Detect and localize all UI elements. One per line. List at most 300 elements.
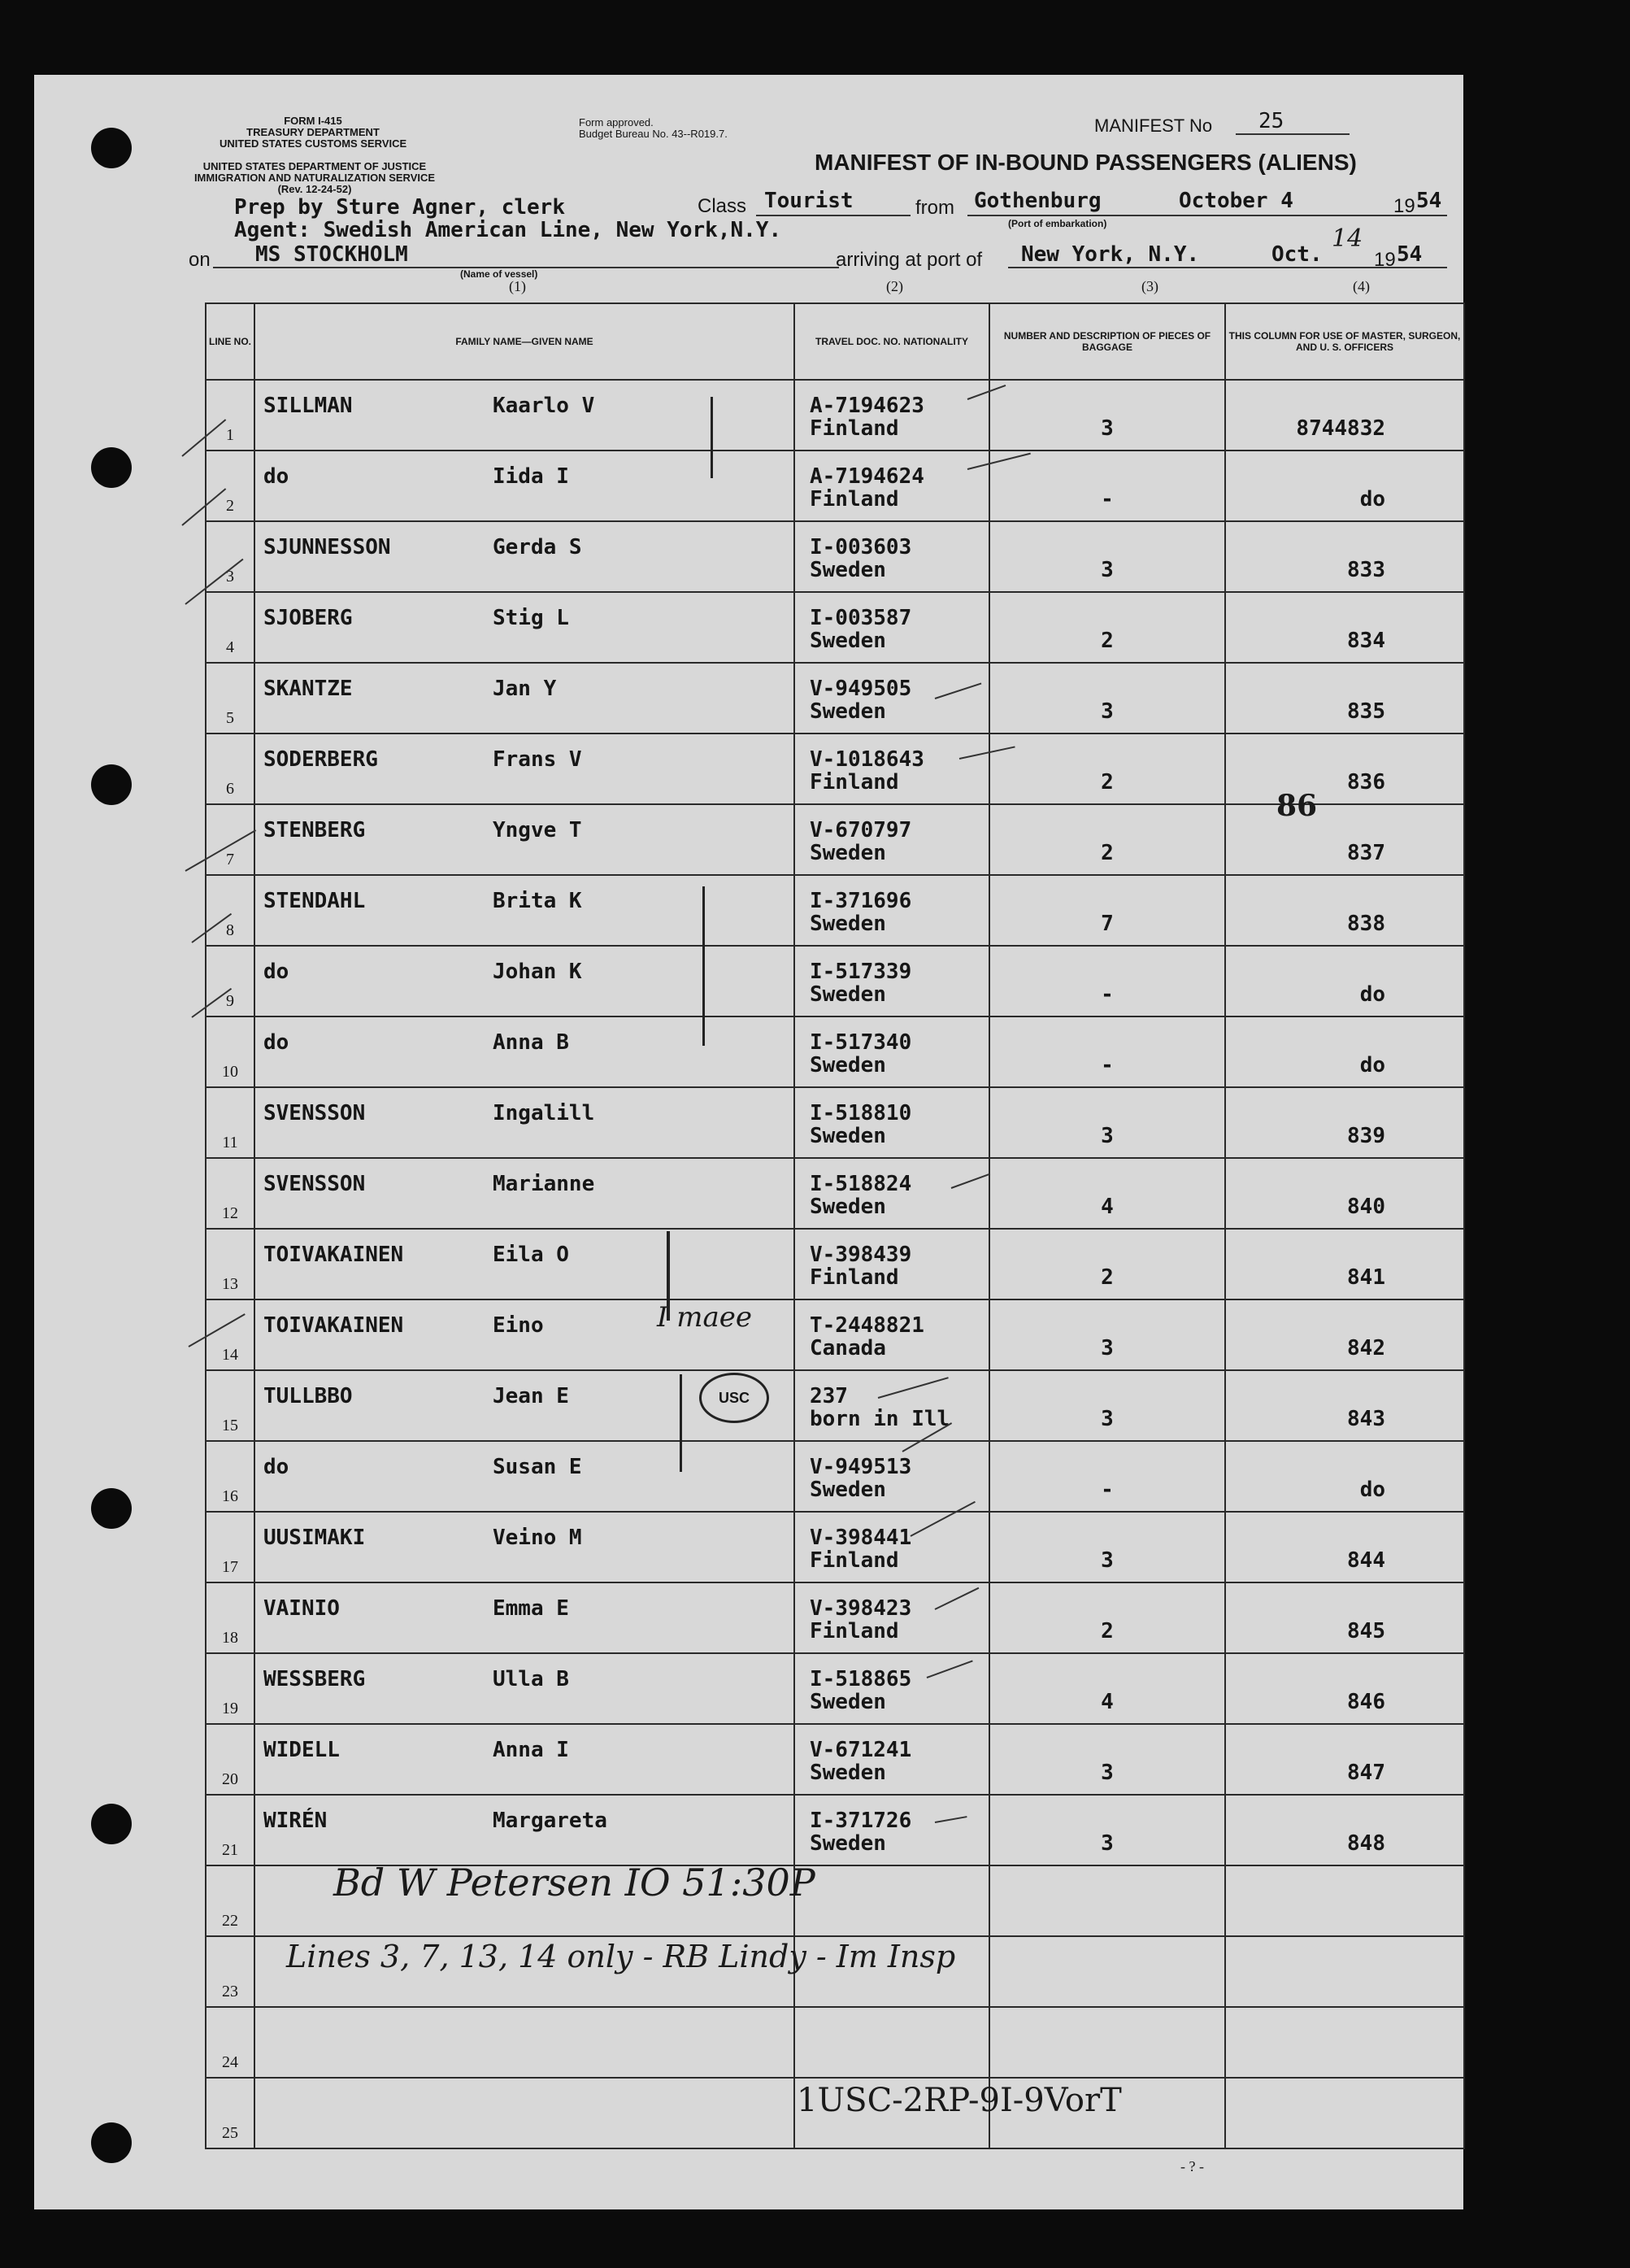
travel-doc-number: I-371726 (810, 1809, 912, 1833)
manifest-number-label: MANIFEST No (1094, 115, 1213, 136)
line-number: 5 (226, 709, 234, 727)
travel-doc-cell (794, 521, 989, 592)
travel-doc-cell (794, 1087, 989, 1158)
line-number-cell (206, 2078, 254, 2148)
footer-mark: - ? - (1180, 2158, 1204, 2174)
baggage-cell (989, 451, 1225, 521)
given-name: Jean E (493, 1384, 569, 1408)
given-name: Marianne (493, 1172, 595, 1196)
table-row (206, 1724, 1464, 1795)
given-name: Eino (493, 1313, 544, 1338)
given-name: Ulla B (493, 1667, 569, 1691)
travel-doc-number: I-517339 (810, 960, 912, 984)
travel-doc-number: 237 (810, 1384, 848, 1408)
nationality: Sweden (810, 1831, 886, 1856)
family-name: SKANTZE (263, 677, 353, 701)
travel-doc-number: V-1018643 (810, 747, 924, 772)
travel-doc-cell (794, 875, 989, 946)
family-name: TOIVAKAINEN (263, 1243, 404, 1267)
given-name: Frans V (493, 747, 582, 772)
punch-hole (91, 764, 132, 805)
inspection-note: Lines 3, 7, 13, 14 only - RB Lindy - Im Insp (286, 1939, 956, 1974)
name-cell (254, 1795, 794, 1865)
year-prefix: 19 (1393, 195, 1415, 217)
line-number: 13 (222, 1275, 238, 1293)
given-name: Susan E (493, 1455, 582, 1479)
table-row (206, 592, 1464, 663)
arrival-day: 14 (1332, 224, 1363, 253)
given-name: Eila O (493, 1243, 569, 1267)
count-mark: 86 (1276, 789, 1318, 823)
officer-note: 833 (1347, 558, 1385, 582)
travel-doc-number: V-949513 (810, 1455, 912, 1479)
baggage-count: 2 (1101, 1619, 1114, 1643)
officers-cell (1225, 1512, 1464, 1582)
table-row (206, 804, 1464, 875)
punch-hole (91, 1488, 132, 1529)
baggage-cell (989, 1795, 1225, 1865)
year-value: 54 (1416, 189, 1442, 213)
nationality: born in Ill (810, 1407, 950, 1431)
table-row (206, 1512, 1464, 1582)
table-row (206, 734, 1464, 804)
travel-doc-cell (794, 1370, 989, 1441)
officers-cell (1225, 663, 1464, 734)
vessel-name: MS STOCKHOLM (255, 242, 408, 267)
line-number: 18 (222, 1629, 238, 1647)
family-name: do (263, 960, 289, 984)
officers-cell (1225, 2078, 1464, 2148)
name-cell (254, 521, 794, 592)
travel-doc-number: I-517340 (810, 1030, 912, 1055)
travel-doc-cell (794, 1441, 989, 1512)
line-number-cell (206, 804, 254, 875)
name-cell (254, 1158, 794, 1229)
class-rule (756, 215, 911, 216)
line-number-cell (206, 1795, 254, 1865)
form-number: FORM I-415 (284, 115, 342, 127)
family-name: do (263, 1455, 289, 1479)
customs-label: UNITED STATES CUSTOMS SERVICE (220, 137, 407, 150)
table-row (206, 1299, 1464, 1370)
line-number-cell (206, 451, 254, 521)
travel-doc-cell (794, 1229, 989, 1299)
travel-doc-cell (794, 1795, 989, 1865)
nationality: Sweden (810, 1761, 886, 1785)
given-name: Margareta (493, 1809, 607, 1833)
travel-doc-cell (794, 1299, 989, 1370)
table-row (206, 380, 1464, 451)
nationality: Sweden (810, 1053, 886, 1077)
baggage-cell (989, 1299, 1225, 1370)
travel-doc-number: I-518824 (810, 1172, 912, 1196)
table-row (206, 1653, 1464, 1724)
col-marker-4: (4) (1353, 278, 1370, 294)
family-name: STENDAHL (263, 889, 366, 913)
nationality: Sweden (810, 1690, 886, 1714)
nationality: Sweden (810, 1478, 886, 1502)
table-row (206, 521, 1464, 592)
line-number: 22 (222, 1912, 238, 1930)
given-name: Yngve T (493, 818, 582, 842)
baggage-count: 2 (1101, 770, 1114, 794)
line-number: 4 (226, 638, 234, 656)
family-name: SVENSSON (263, 1101, 366, 1125)
family-name: TULLBBO (263, 1384, 353, 1408)
nationality: Finland (810, 487, 899, 511)
officer-note: do (1359, 982, 1385, 1007)
name-cell (254, 1016, 794, 1087)
line-number-cell (206, 1724, 254, 1795)
tally-note: 1USC-2RP-9I-9VorT (797, 2082, 1122, 2119)
table-row (206, 1370, 1464, 1441)
officers-cell (1225, 2007, 1464, 2078)
baggage-cell (989, 592, 1225, 663)
baggage-cell (989, 1936, 1225, 2007)
officers-cell (1225, 521, 1464, 592)
officer-note: 845 (1347, 1619, 1385, 1643)
nationality: Finland (810, 1619, 899, 1643)
officer-note: 844 (1347, 1548, 1385, 1573)
baggage-count: - (1101, 1053, 1114, 1077)
usc-stamp (699, 1373, 769, 1423)
family-name: SODERBERG (263, 747, 378, 772)
officer-note: 836 (1347, 770, 1385, 794)
family-name: do (263, 464, 289, 489)
table-header-row (206, 303, 1464, 380)
baggage-cell (989, 380, 1225, 451)
travel-doc-number: I-003587 (810, 606, 912, 630)
travel-doc-cell (794, 663, 989, 734)
departure-date: October 4 (1179, 189, 1293, 213)
baggage-count: 7 (1101, 912, 1114, 936)
baggage-cell (989, 1016, 1225, 1087)
travel-doc-cell (794, 1512, 989, 1582)
punch-hole (91, 447, 132, 488)
baggage-count: - (1101, 982, 1114, 1007)
table-row (206, 1229, 1464, 1299)
family-name: WIRÉN (263, 1809, 328, 1833)
line-number: 20 (222, 1770, 238, 1788)
family-name: SVENSSON (263, 1172, 366, 1196)
given-name: Kaarlo V (493, 394, 595, 418)
given-name: Ingalill (493, 1101, 595, 1125)
travel-doc-cell (794, 592, 989, 663)
header-baggage: NUMBER AND DESCRIPTION OF PIECES OF BAGGAGE (989, 303, 1225, 380)
baggage-cell (989, 734, 1225, 804)
agent-line: Agent: Swedish American Line, New York,N.Y. (234, 218, 782, 242)
officers-cell (1225, 1299, 1464, 1370)
given-name: Jan Y (493, 677, 557, 701)
officers-cell (1225, 1229, 1464, 1299)
travel-doc-number: V-671241 (810, 1738, 912, 1762)
header-line-no: LINE NO. (206, 303, 254, 380)
line-number: 6 (226, 780, 234, 798)
baggage-cell (989, 1653, 1225, 1724)
baggage-count: 3 (1101, 1761, 1114, 1785)
vessel-caption: (Name of vessel) (460, 268, 538, 280)
name-cell (254, 1229, 794, 1299)
line-number-cell (206, 592, 254, 663)
name-cell (254, 592, 794, 663)
baggage-cell (989, 875, 1225, 946)
given-name: Emma E (493, 1596, 569, 1621)
family-name: UUSIMAKI (263, 1526, 366, 1550)
agency-block (220, 115, 406, 150)
travel-doc-cell (794, 804, 989, 875)
line-number: 23 (222, 1983, 238, 2000)
line-number-cell (206, 1158, 254, 1229)
table-row (206, 663, 1464, 734)
travel-doc-number: V-398441 (810, 1526, 912, 1550)
travel-doc-cell (794, 1865, 989, 1936)
travel-doc-cell (794, 1016, 989, 1087)
line-number-cell (206, 1936, 254, 2007)
family-name: WIDELL (263, 1738, 340, 1762)
family-name: do (263, 1030, 289, 1055)
family-name: TOIVAKAINEN (263, 1313, 404, 1338)
officer-note: do (1359, 487, 1385, 511)
table-row (206, 1582, 1464, 1653)
officer-note: 839 (1347, 1124, 1385, 1148)
family-name: STENBERG (263, 818, 366, 842)
baggage-cell (989, 1512, 1225, 1582)
nationality: Sweden (810, 841, 886, 865)
nationality: Sweden (810, 982, 886, 1007)
officers-cell (1225, 380, 1464, 451)
given-name: Gerda S (493, 535, 582, 559)
line-number-cell (206, 663, 254, 734)
given-name: Anna I (493, 1738, 569, 1762)
manifest-number: 25 (1258, 109, 1284, 133)
nationality: Sweden (810, 912, 886, 936)
line-number-cell (206, 380, 254, 451)
table-row (206, 1087, 1464, 1158)
baggage-cell (989, 946, 1225, 1016)
header-name: FAMILY NAME—GIVEN NAME (254, 303, 794, 380)
name-cell (254, 663, 794, 734)
officer-note: 835 (1347, 699, 1385, 724)
line-number-cell (206, 1299, 254, 1370)
travel-doc-number: V-949505 (810, 677, 912, 701)
given-name: Iida I (493, 464, 569, 489)
officer-note: 847 (1347, 1761, 1385, 1785)
ins-label: IMMIGRATION AND NATURALIZATION SERVICE (193, 172, 436, 184)
table-row (206, 946, 1464, 1016)
line-number-cell (206, 1441, 254, 1512)
nationality: Canada (810, 1336, 886, 1360)
baggage-cell (989, 1229, 1225, 1299)
nationality: Sweden (810, 1195, 886, 1219)
travel-doc-cell (794, 380, 989, 451)
line-number-cell (206, 1229, 254, 1299)
officers-cell (1225, 1158, 1464, 1229)
travel-doc-number: I-518865 (810, 1667, 912, 1691)
officers-cell (1225, 804, 1464, 875)
travel-doc-number: V-398439 (810, 1243, 912, 1267)
name-cell (254, 1653, 794, 1724)
name-cell (254, 1441, 794, 1512)
officers-cell (1225, 1087, 1464, 1158)
officer-note: 8744832 (1296, 416, 1385, 441)
baggage-cell (989, 521, 1225, 592)
travel-doc-cell (794, 734, 989, 804)
punch-hole (91, 1804, 132, 1844)
on-label: on (189, 249, 211, 271)
line-number-cell (206, 1087, 254, 1158)
baggage-cell (989, 1724, 1225, 1795)
baggage-count: 3 (1101, 416, 1114, 441)
given-name: Johan K (493, 960, 582, 984)
line-number: 3 (226, 568, 234, 586)
line-number: 12 (222, 1204, 238, 1222)
baggage-cell (989, 663, 1225, 734)
travel-doc-cell (794, 1582, 989, 1653)
travel-doc-number: V-398423 (810, 1596, 912, 1621)
class-value: Tourist (764, 189, 854, 213)
name-cell (254, 1582, 794, 1653)
baggage-count: 2 (1101, 841, 1114, 865)
baggage-count: 3 (1101, 1124, 1114, 1148)
officer-note: 837 (1347, 841, 1385, 865)
from-rule (967, 215, 1447, 216)
treasury-label: TREASURY DEPARTMENT (246, 126, 380, 138)
baggage-count: 3 (1101, 1336, 1114, 1360)
signature-line: Bd W Petersen IO 51:30P (333, 1861, 815, 1905)
baggage-cell (989, 1087, 1225, 1158)
travel-doc-number: I-003603 (810, 535, 912, 559)
line-number: 7 (226, 851, 234, 868)
officers-cell (1225, 1582, 1464, 1653)
table-row (206, 2007, 1464, 2078)
family-name: SILLMAN (263, 394, 353, 418)
officer-note: 843 (1347, 1407, 1385, 1431)
line-number-cell (206, 1016, 254, 1087)
port-embarkation-caption: (Port of embarkation) (1008, 218, 1107, 229)
baggage-count: 4 (1101, 1195, 1114, 1219)
manifest-number-rule (1236, 133, 1350, 135)
arrival-year: 54 (1397, 242, 1423, 267)
officer-note: 846 (1347, 1690, 1385, 1714)
line-number-cell (206, 1512, 254, 1582)
family-name: WESSBERG (263, 1667, 366, 1691)
officers-cell (1225, 1016, 1464, 1087)
baggage-count: - (1101, 487, 1114, 511)
given-name: Brita K (493, 889, 582, 913)
manifest-title: MANIFEST OF IN-BOUND PASSENGERS (ALIENS) (815, 150, 1357, 175)
arrival-port: New York, N.Y. (1021, 242, 1200, 267)
baggage-cell (989, 1370, 1225, 1441)
col-marker-1: (1) (509, 278, 526, 294)
col-marker-3: (3) (1141, 278, 1158, 294)
name-cell (254, 946, 794, 1016)
name-cell (254, 1512, 794, 1582)
given-name: Veino M (493, 1526, 582, 1550)
travel-doc-number: A-7194623 (810, 394, 924, 418)
line-number-cell (206, 946, 254, 1016)
line-number: 9 (226, 992, 234, 1010)
name-cell (254, 875, 794, 946)
line-number: 19 (222, 1700, 238, 1717)
justice-label: UNITED STATES DEPARTMENT OF JUSTICE (202, 160, 427, 172)
baggage-count: - (1101, 1478, 1114, 1502)
budget-label: Budget Bureau No. 43--R019.7. (579, 128, 728, 140)
col-marker-2: (2) (886, 278, 903, 294)
name-cell (254, 380, 794, 451)
officer-note: do (1359, 1478, 1385, 1502)
name-cell (254, 734, 794, 804)
baggage-cell (989, 1865, 1225, 1936)
embarkation-port: Gothenburg (974, 189, 1102, 213)
nationality: Finland (810, 416, 899, 441)
approved-label: Form approved. (579, 116, 654, 128)
line-number: 16 (222, 1487, 238, 1505)
line-number: 25 (222, 2124, 238, 2142)
officer-note: 840 (1347, 1195, 1385, 1219)
baggage-count: 3 (1101, 1548, 1114, 1573)
usc-stamp-text: USC (718, 1390, 750, 1406)
name-cell (254, 1087, 794, 1158)
officers-cell (1225, 946, 1464, 1016)
table-row (206, 1441, 1464, 1512)
nationality: Sweden (810, 629, 886, 653)
officers-cell (1225, 1653, 1464, 1724)
punch-hole (91, 2122, 132, 2163)
officers-cell (1225, 734, 1464, 804)
baggage-count: 4 (1101, 1690, 1114, 1714)
officer-note: do (1359, 1053, 1385, 1077)
baggage-cell (989, 1582, 1225, 1653)
line-number: 21 (222, 1841, 238, 1859)
given-name: Anna B (493, 1030, 569, 1055)
officers-cell (1225, 1795, 1464, 1865)
family-name: VAINIO (263, 1596, 340, 1621)
row14-mark: I maee (657, 1301, 752, 1334)
prepared-by: Prep by Sture Agner, clerk (234, 195, 565, 220)
baggage-count: 2 (1101, 629, 1114, 653)
officers-cell (1225, 592, 1464, 663)
officer-note: 842 (1347, 1336, 1385, 1360)
punch-hole (91, 128, 132, 168)
line-number-cell (206, 734, 254, 804)
line-number: 2 (226, 497, 234, 515)
line-number-cell (206, 1582, 254, 1653)
table-row (206, 1795, 1464, 1865)
nationality: Sweden (810, 1124, 886, 1148)
table-row (206, 1016, 1464, 1087)
approval-block (579, 117, 728, 140)
officers-cell (1225, 1865, 1464, 1936)
arrival-year-prefix: 19 (1374, 249, 1396, 271)
revision-label: (Rev. 12-24-52) (277, 183, 352, 195)
baggage-cell (989, 1158, 1225, 1229)
bracket-stroke (711, 397, 713, 478)
officer-note: 841 (1347, 1265, 1385, 1290)
travel-doc-cell (794, 451, 989, 521)
officers-cell (1225, 1936, 1464, 2007)
nationality: Sweden (810, 558, 886, 582)
bracket-stroke (667, 1231, 670, 1321)
baggage-count: 3 (1101, 699, 1114, 724)
officer-note: 848 (1347, 1831, 1385, 1856)
travel-doc-number: I-371696 (810, 889, 912, 913)
line-number: 8 (226, 921, 234, 939)
officer-note: 834 (1347, 629, 1385, 653)
travel-doc-cell (794, 1724, 989, 1795)
line-number: 14 (222, 1346, 238, 1364)
family-name: SJOBERG (263, 606, 353, 630)
line-number-cell (206, 875, 254, 946)
